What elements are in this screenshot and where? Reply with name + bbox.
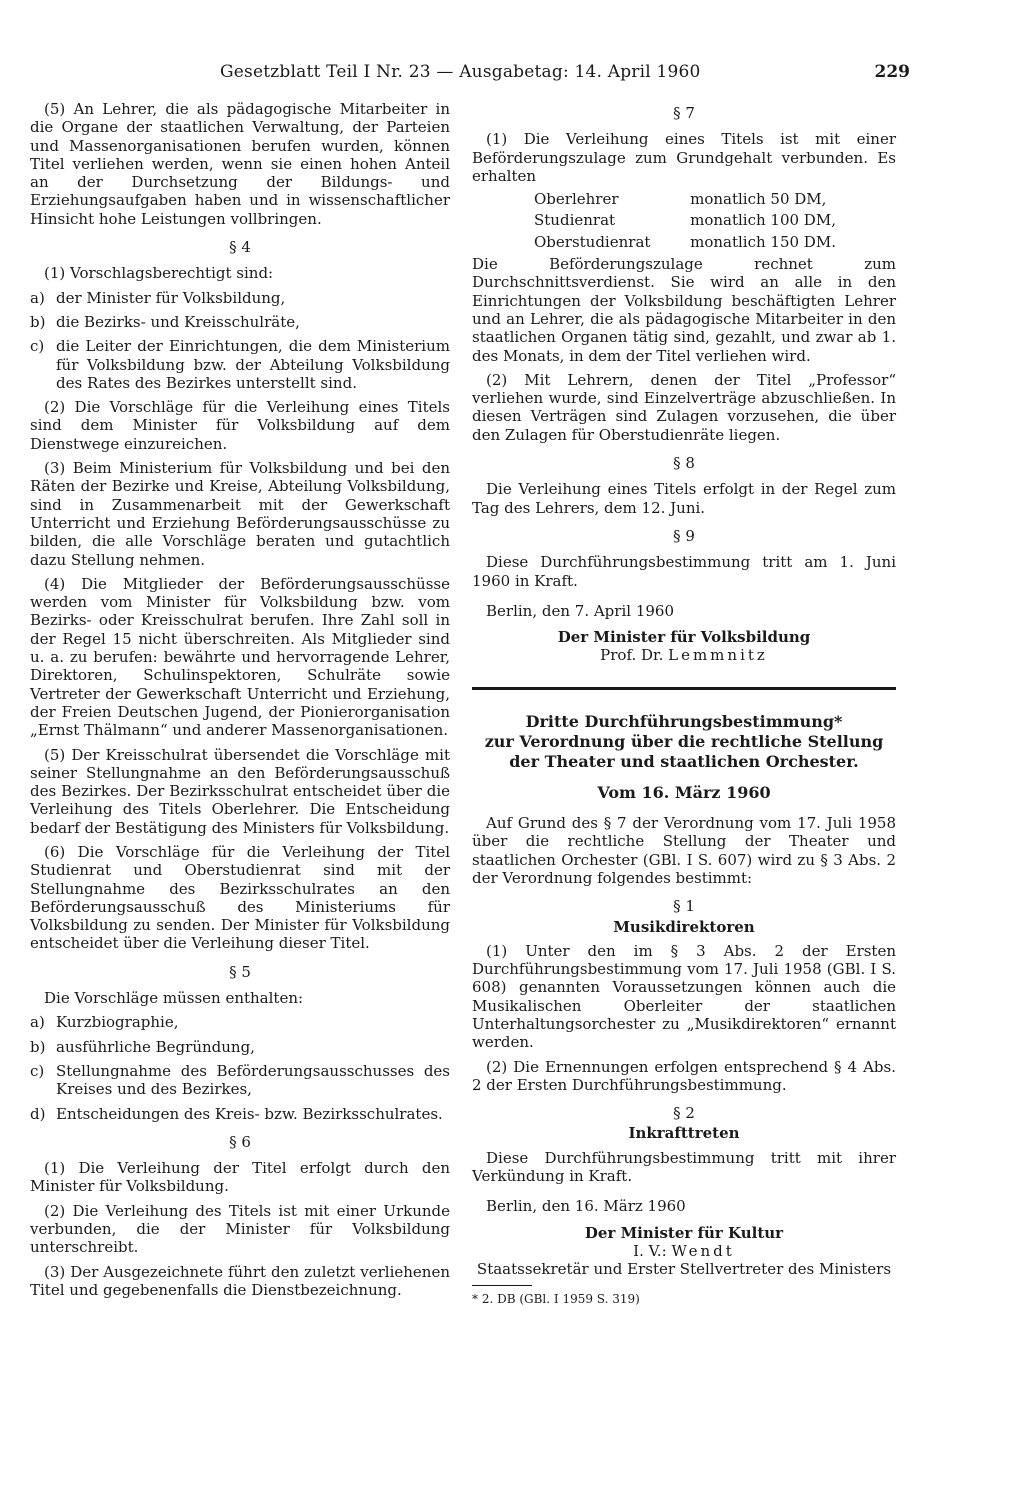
section-6-paragraph-2: (2) Die Verleihung des Titels ist mit einer Urkunde verbunden, die der Minister für Volksbildung unterschreibt. (30, 1201, 450, 1257)
list-item (30, 1062, 450, 1099)
section-6-paragraph-3: (3) Der Ausgezeichnete führt den zuletzt verliehenen Titel und gegebenenfalls die Dienstbezeichnung. (30, 1262, 450, 1299)
amount-cell: monatlich 100 DM, (690, 211, 836, 230)
section-7-paragraph-1-continued: Die Beförderungszulage rechnet zum Durchschnittsverdienst. Sie wird an alle in den Einrichtungen der Volksbildung beschäftigten Lehrer und an Lehrer, die als pädagogische Mitarbeiter in den staatlichen Organen tätig sind, gezahlt, und zwar ab 1. des Monats, in dem der Titel verliehen wird. (472, 255, 896, 365)
decree-section-title-1: Musikdirektoren (613, 917, 755, 936)
list-item (30, 313, 450, 331)
list-item (30, 1105, 450, 1123)
signatory-1-name: Lemmnitz (668, 646, 768, 665)
list-text: Kurzbiographie, (56, 1013, 179, 1032)
signatory-2-prefix: I. V.: (633, 1241, 667, 1260)
amount-cell: monatlich 150 DM. (690, 232, 836, 251)
signatory-2-role: Staatssekretär und Erster Stellvertreter des Ministers (476, 1260, 892, 1279)
decree-date: Vom 16. März 1960 (597, 782, 771, 802)
decree-section-2-text: Diese Durchführungsbestimmung tritt mit ihrer Verkündung in Kraft. (472, 1148, 896, 1186)
decree-section-1-paragraph-1: (1) Unter den im § 3 Abs. 2 der Ersten Durchführungsbestimmung vom 17. Juli 1958 (GBl. I S. 608) genannten Voraussetzungen können auch die Musikalischen Oberleiter der staatlichen Unterhaltungsorchester zu „Musikdirektoren“ ernannt werden. (472, 941, 896, 1052)
section-6-paragraph-1: (1) Die Verleihung der Titel erfolgt durch den Minister für Volksbildung. (30, 1159, 450, 1196)
section-8-text: Die Verleihung eines Titels erfolgt in der Regel zum Tag des Lehrers, dem 12. Juni. (472, 480, 896, 517)
section-4-paragraph-3: (3) Beim Ministerium für Volksbildung und bei den Räten der Bezirke und Kreise, Abteilung Volksbildung, sind in Zusammenarbeit mit der Gewerkschaft Unterricht und Erziehung Beförderungsausschüsse zu bilden, die alle Vorschläge beraten und gutachtlich dazu Stellung nehmen. (30, 459, 450, 569)
list-label: b) (30, 1037, 46, 1056)
decree-heading-line-2: zur Verordnung über die rechtliche Stellung (484, 731, 884, 751)
list-text: Entscheidungen des Kreis- bzw. Bezirksschulrates. (56, 1104, 443, 1123)
signatory-1-prefix: Prof. Dr. (600, 646, 664, 665)
section-4-paragraph-2: (2) Die Vorschläge für die Verleihung eines Titels sind dem Minister für Volksbildung auf dem Dienstwege einzureichen. (30, 398, 450, 453)
decree-heading (472, 712, 896, 772)
list-item (30, 289, 450, 307)
section-heading-8: § 8 (673, 454, 695, 473)
decree-section-title-2: Inkrafttreten (628, 1124, 740, 1143)
page-number: 229 (874, 62, 910, 82)
signatory-2-name: Wendt (671, 1241, 735, 1260)
minister-title-2: Der Minister für Kultur (584, 1223, 784, 1242)
list-item (30, 1038, 450, 1056)
list-text: der Minister für Volksbildung, (56, 288, 286, 307)
place-date-1: Berlin, den 7. April 1960 (486, 601, 674, 620)
place-date-2: Berlin, den 16. März 1960 (486, 1197, 686, 1216)
table-row (534, 189, 864, 210)
list-label: b) (30, 312, 46, 331)
section-heading-6: § 6 (229, 1132, 251, 1151)
section-4-paragraph-5: (5) Der Kreisschulrat übersendet die Vorschläge mit seiner Stellungnahme an den Beförderungsausschuß des Bezirkes. Der Bezirksschulrat entscheidet über die Verleihung des Titels Oberlehrer. Die Entscheidung bedarf der Bestätigung des Ministers für Volksbildung. (30, 745, 450, 837)
section-4-paragraph-6: (6) Die Vorschläge für die Verleihung der Titel Studienrat und Oberstudienrat sind mit der Stellungnahme des Bezirksschulrates an den Beförderungsausschuß des Ministeriums für Volksbildung zu senden. Der Minister für Volksbildung entscheidet über die Verleihung dieser Titel. (30, 842, 450, 953)
left-column (30, 100, 450, 1305)
list-item (30, 1013, 450, 1031)
table-row (534, 210, 864, 231)
footnote: * 2. DB (GBl. I 1959 S. 319) (472, 1291, 640, 1306)
table-row (534, 232, 864, 253)
list-label: a) (30, 288, 45, 307)
section-heading-9: § 9 (673, 526, 695, 545)
list-text: die Leiter der Einrichtungen, die dem Ministerium für Volksbildung bzw. der Abteilung Volksbildung des Rates des Bezirkes unterstellt sind. (56, 337, 450, 392)
right-column (472, 100, 896, 1308)
list-label: d) (30, 1104, 46, 1123)
section-4-paragraph-4: (4) Die Mitglieder der Beförderungsausschüsse werden vom Minister für Volksbildung bzw. vom Bezirks- oder Kreisschulrat berufen. Ihre Zahl soll in der Regel 15 nicht überschreiten. Als Mitglieder sind u. a. zu berufen: bewährte und hervorragende Lehrer, Direktoren, Schulinspektoren, Schulräte sowie Vertreter der Gewerkschaft Unterricht und Erziehung, der Freien Deutschen Jugend, der Pionierorganisation „Ernst Thälmann“ und anderer Massenorganisationen. (30, 574, 450, 740)
allowance-table (534, 189, 864, 253)
section-heading-7: § 7 (673, 104, 695, 122)
signature-block-1 (472, 646, 896, 664)
list-label: a) (30, 1013, 45, 1032)
paragraph-5-intro: (5) An Lehrer, die als pädagogische Mitarbeiter in die Organe der staatlichen Verwaltung, der Parteien und Massenorganisationen berufen wurden, können Titel verliehen werden, wenn sie einen hohen Anteil an der Durchsetzung der Bildungs- und Erziehungsaufgaben haben und in wissenschaftlicher Hinsicht hohe Leistungen vollbringen. (30, 100, 450, 228)
decree-heading-line-1: Dritte Durchführungsbestimmung* (525, 711, 843, 731)
section-7-paragraph-2: (2) Mit Lehrern, denen der Titel „Professor“ verliehen wurde, sind Einzelverträge abzuschließen. In diesen Verträgen sind Zulagen vorzusehen, die über den Zulagen für Oberstudienräte liegen. (472, 370, 896, 444)
decree-section-heading-2: § 2 (673, 1104, 695, 1123)
list-text: ausführliche Begründung, (56, 1037, 255, 1056)
section-9-text: Diese Durchführungsbestimmung tritt am 1. Juni 1960 in Kraft. (472, 553, 896, 590)
title-cell: Oberlehrer (534, 190, 619, 209)
section-heading-5: § 5 (229, 962, 251, 981)
minister-title-1: Der Minister für Volksbildung (557, 628, 811, 647)
title-cell: Studienrat (534, 211, 616, 230)
gazette-title: Gesetzblatt Teil I Nr. 23 — Ausgabetag: 14. April 1960 (220, 62, 701, 82)
decree-section-heading-1: § 1 (673, 897, 695, 916)
list-text: die Bezirks- und Kreisschulräte, (56, 312, 300, 331)
section-5-intro: Die Vorschläge müssen enthalten: (44, 989, 304, 1008)
list-label: c) (30, 1061, 45, 1080)
page-header (60, 60, 910, 90)
section-divider (472, 687, 896, 690)
section-4-paragraph-1: (1) Vorschlagsberechtigt sind: (44, 264, 274, 283)
list-text: Stellungnahme des Beförderungsausschusses des Kreises und des Bezirkes, (56, 1061, 450, 1099)
signature-block-2 (472, 1242, 896, 1260)
decree-preamble: Auf Grund des § 7 der Verordnung vom 17. Juli 1958 über die rechtliche Stellung der Theater und staatlichen Orchester (GBl. I S. 607) wird zu § 3 Abs. 2 der Verordnung folgendes bestimmt: (472, 814, 896, 887)
list-item (30, 337, 450, 392)
section-7-paragraph-1: (1) Die Verleihung eines Titels ist mit einer Beförderungszulage zum Grundgehalt verbunden. Es erhalten (472, 130, 896, 185)
decree-section-1-paragraph-2: (2) Die Ernennungen erfolgen entsprechend § 4 Abs. 2 der Ersten Durchführungsbestimmung. (472, 1057, 896, 1094)
list-label: c) (30, 337, 45, 356)
section-heading-4: § 4 (229, 238, 251, 257)
footnote-rule (472, 1285, 532, 1286)
decree-heading-line-3: der Theater und staatlichen Orchester. (509, 751, 859, 771)
title-cell: Oberstudienrat (534, 232, 651, 251)
amount-cell: monatlich 50 DM, (690, 190, 827, 209)
